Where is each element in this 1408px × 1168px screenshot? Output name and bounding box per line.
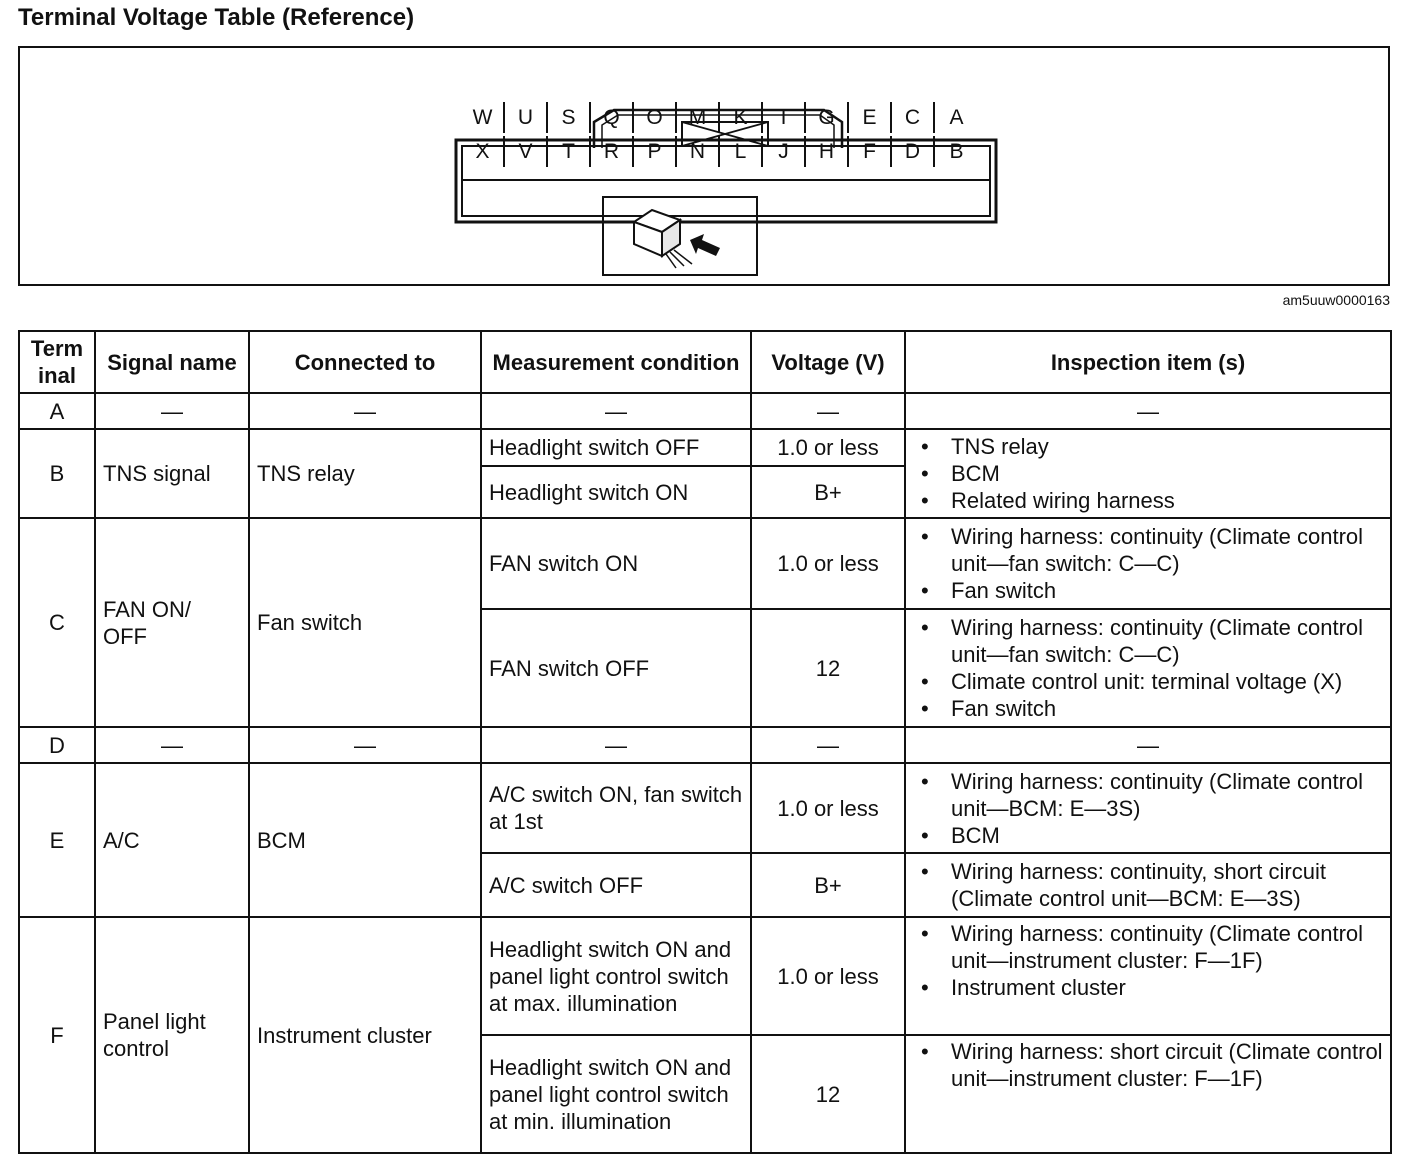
measurement-cell: Headlight switch ON and panel light control switch at max. illumination — [481, 917, 751, 1035]
pin-o: O — [634, 102, 677, 133]
pin-a: A — [949, 105, 964, 129]
pin-j: J — [763, 136, 806, 167]
pin-p: P — [634, 136, 677, 167]
measurement-cell: FAN switch OFF — [481, 609, 751, 727]
connected-cell: Instrument cluster — [249, 917, 481, 1153]
inspection-item: • Instrument cluster — [951, 974, 1383, 1001]
inspection-item: • TNS relay — [951, 433, 1383, 460]
pin-f: F — [849, 136, 892, 167]
measurement-cell: FAN switch ON — [481, 518, 751, 609]
connected-cell: TNS relay — [249, 429, 481, 518]
inspection-item: • Related wiring harness — [951, 487, 1383, 514]
harness-side-box — [602, 196, 758, 276]
table-row — [19, 727, 1391, 763]
pin-q: Q — [591, 102, 634, 133]
figure-code: am5uuw0000163 — [1282, 292, 1390, 308]
inspection-item: • Wiring harness: short circuit (Climate control unit—instrument cluster: F—1F) — [951, 1038, 1383, 1092]
signal-cell: TNS signal — [95, 429, 249, 518]
measurement-cell: A/C switch OFF — [481, 853, 751, 917]
measurement-cell: A/C switch ON, fan switch at 1st — [481, 763, 751, 853]
terminal-cell: F — [19, 917, 95, 1153]
page-title: Terminal Voltage Table (Reference) — [18, 4, 415, 31]
header-terminal: Term inal — [19, 331, 95, 393]
connected-cell: Fan switch — [249, 518, 481, 727]
pin-s: S — [548, 102, 591, 133]
signal-cell: A/C — [95, 763, 249, 917]
header-inspection-items: Inspection item (s) — [905, 331, 1391, 393]
signal-cell: — — [95, 393, 249, 429]
measurement-cell: Headlight switch ON and panel light control switch at min. illumination — [481, 1035, 751, 1153]
connector-figure — [18, 46, 1390, 286]
signal-cell: Panel light control — [95, 917, 249, 1153]
table-row — [19, 763, 1391, 853]
connector-top-row — [462, 102, 978, 133]
inspection-item: • Wiring harness: continuity (Climate control unit—instrument cluster: F—1F) — [951, 920, 1383, 974]
terminal-cell: E — [19, 763, 95, 917]
header-measurement-condition: Measurement condition — [481, 331, 751, 393]
measurement-cell: — — [481, 727, 751, 763]
header-row — [19, 331, 1391, 393]
connected-cell: — — [249, 727, 481, 763]
inspection-item: • Climate control unit: terminal voltage (X) — [951, 668, 1383, 695]
pin-l: L — [720, 136, 763, 167]
pin-t: T — [548, 136, 591, 167]
inspection-item: • BCM — [951, 822, 1383, 849]
voltage-cell: 1.0 or less — [751, 763, 905, 853]
measurement-cell: Headlight switch ON — [481, 466, 751, 518]
header-signal-name: Signal name — [95, 331, 249, 393]
pin-m: M — [677, 102, 720, 133]
table-row — [19, 518, 1391, 609]
inspection-item: • Wiring harness: continuity, short circuit (Climate control unit—BCM: E—3S) — [951, 858, 1383, 912]
pin-i: I — [763, 102, 806, 133]
pin-c: C — [892, 102, 935, 133]
pin-h: H — [806, 136, 849, 167]
header-connected-to: Connected to — [249, 331, 481, 393]
voltage-cell: B+ — [751, 853, 905, 917]
inspection-cell — [905, 853, 1391, 917]
pin-d: D — [892, 136, 935, 167]
terminal-cell: D — [19, 727, 95, 763]
terminal-cell: A — [19, 393, 95, 429]
terminal-cell: C — [19, 518, 95, 727]
terminal-cell: B — [19, 429, 95, 518]
inspection-cell: — — [905, 393, 1391, 429]
voltage-cell: 1.0 or less — [751, 917, 905, 1035]
inspection-item: • Wiring harness: continuity (Climate control unit—fan switch: C—C) — [951, 614, 1383, 668]
inspection-item: • Wiring harness: continuity (Climate control unit—BCM: E—3S) — [951, 768, 1383, 822]
measurement-cell: Headlight switch OFF — [481, 429, 751, 466]
table-row — [19, 429, 1391, 466]
inspection-item: • Fan switch — [951, 577, 1383, 604]
pin-r: R — [591, 136, 634, 167]
voltage-cell: 12 — [751, 609, 905, 727]
measurement-cell: — — [481, 393, 751, 429]
pin-e: E — [849, 102, 892, 133]
voltage-cell: 12 — [751, 1035, 905, 1153]
pin-w: W — [462, 102, 505, 133]
pin-k: K — [720, 102, 763, 133]
inspection-item: • Fan switch — [951, 695, 1383, 722]
connected-cell: — — [249, 393, 481, 429]
connected-cell: BCM — [249, 763, 481, 917]
signal-cell: — — [95, 727, 249, 763]
table-row — [19, 917, 1391, 1035]
inspection-cell — [905, 429, 1391, 518]
inspection-item: • BCM — [951, 460, 1383, 487]
harness-side-connector-icon — [604, 198, 756, 274]
voltage-cell: 1.0 or less — [751, 429, 905, 466]
voltage-cell: B+ — [751, 466, 905, 518]
inspection-item: • Wiring harness: continuity (Climate control unit—fan switch: C—C) — [951, 523, 1383, 577]
pin-n: N — [677, 136, 720, 167]
terminal-voltage-table — [18, 330, 1392, 1154]
signal-cell: FAN ON/ OFF — [95, 518, 249, 727]
pin-b: B — [949, 139, 964, 163]
connector-bottom-row — [462, 136, 978, 167]
inspection-cell: — — [905, 727, 1391, 763]
pin-v: V — [505, 136, 548, 167]
header-voltage: Voltage (V) — [751, 331, 905, 393]
pin-g: G — [806, 102, 849, 133]
inspection-cell — [905, 763, 1391, 853]
pin-u: U — [505, 102, 548, 133]
table-row — [19, 393, 1391, 429]
inspection-cell — [905, 518, 1391, 609]
inspection-cell — [905, 1035, 1391, 1153]
pin-x: X — [462, 136, 505, 167]
voltage-cell: — — [751, 393, 905, 429]
voltage-cell: — — [751, 727, 905, 763]
inspection-cell — [905, 917, 1391, 1035]
voltage-cell: 1.0 or less — [751, 518, 905, 609]
inspection-cell — [905, 609, 1391, 727]
